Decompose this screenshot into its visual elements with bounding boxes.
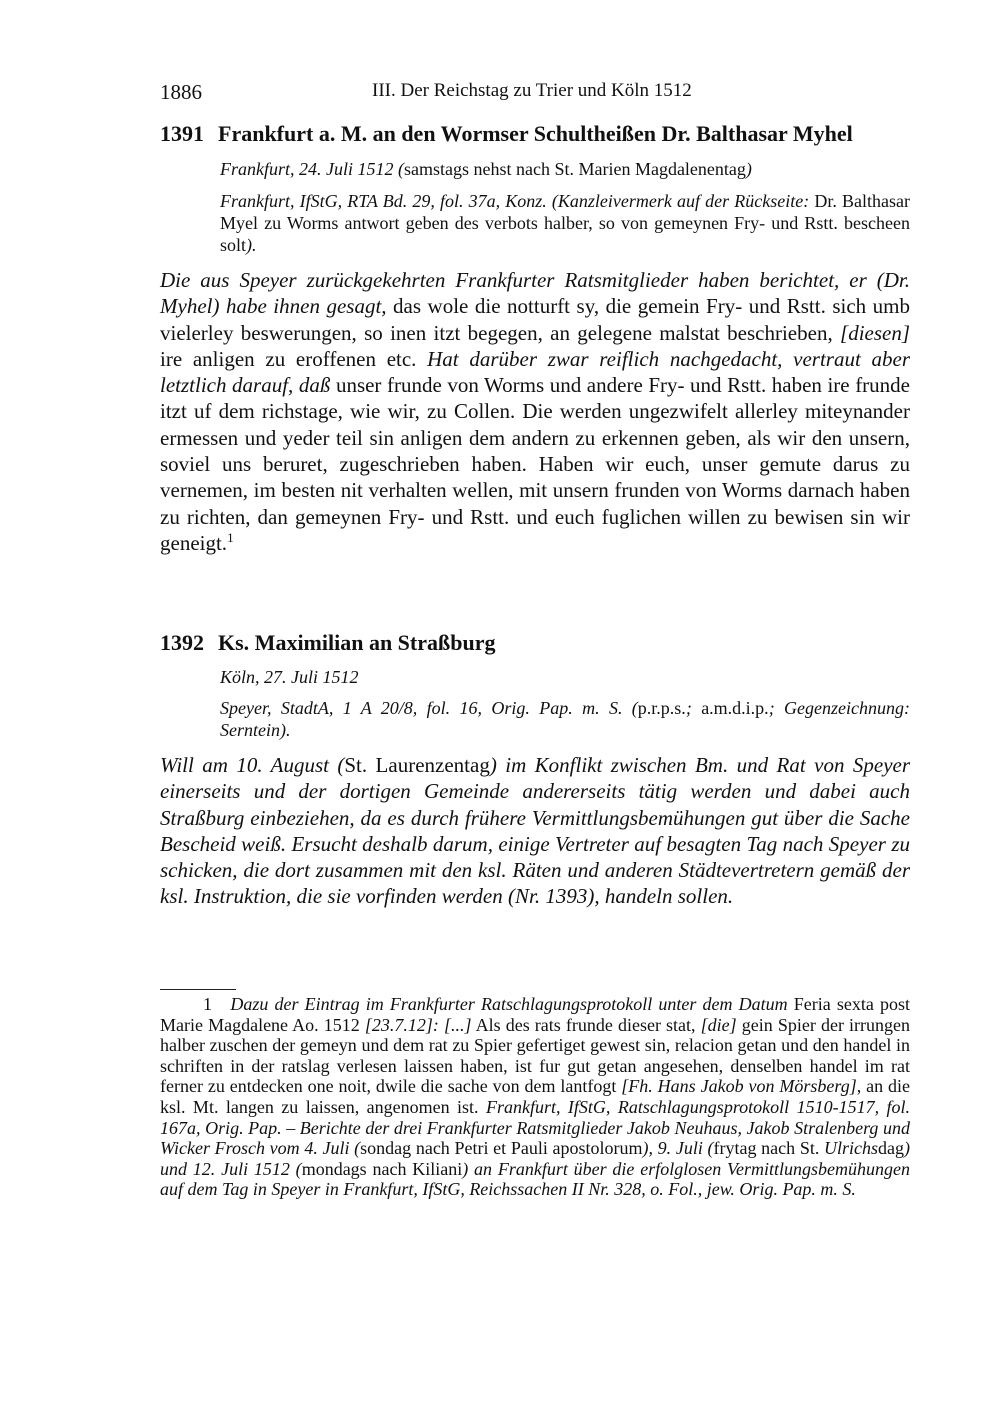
doc-1392-source: Speyer, StadtA, 1 A 20/8, fol. 16, Orig. Pap. m. S. (p.r.p.s.; a.m.d.i.p.; Gegenzeichnung: Serntein). [220,698,910,740]
doc-1391-title: Frankfurt a. M. an den Wormser Schultheißen Dr. Balthasar Myhel [218,121,853,146]
doc-1392-number: 1392 [160,630,204,655]
doc-1391-date: Frankfurt, 24. Juli 1512 (samstags nehst nach St. Marien Magdalenentag) [220,159,752,179]
footnote-1: 1 Dazu der Eintrag im Frankfurter Ratschlagungsprotokoll unter dem Datum Feria sexta post Marie Magdalene Ao. 1512 [23.7.12]: [...] Als des rats frunde dieser stat, [die] gein Spier der irrungen halber zuschen der gemeyn und dem rat zu Spier gefertiget gewest sin, relacion getan und den handel in schriften in der ratslag verlesen laissen haben, ist fur gut getan angesehen, denselben handel im rat ferner zu entdecken one noit, dwile die sache von dem lantfogt [Fh. Hans Jakob von Mörsberg], an die ksl. Mt. langen zu laissen, angenomen ist. Frankfurt, IfStG, Ratschlagungsprotokoll 1510-1517, fol. 167a, Orig. Pap. – Berichte der drei Frankfurter Ratsmitglieder Jakob Neuhaus, Jakob Stralenberg und Wicker Frosch vom 4. Juli (sondag nach Petri et Pauli apostolorum), 9. Juli (frytag nach St. Ulrichsdag) und 12. Juli 1512 (mondags nach Kiliani) an Frankfurt über die erfolglosen Vermittlungsbemühungen auf dem Tag in Speyer in Frankfurt, IfStG, Reichssachen II Nr. 328, o. Fol., jew. Orig. Pap. m. S. [160,994,911,1200]
page-number: 1886 [160,80,202,104]
doc-1392-date: Köln, 27. Juli 1512 [220,667,359,687]
doc-1392-title: Ks. Maximilian an Straßburg [218,630,496,655]
doc-1391-source: Frankfurt, IfStG, RTA Bd. 29, fol. 37a, Konz. (Kanzleivermerk auf der Rückseite: Dr. Balthasar Myel zu Worms antwort geben des verbots halber, so von gemeynen Fry- und Rstt. bescheen solt). [220,191,911,255]
footnote-rule [160,989,236,990]
doc-1391-heading [160,121,910,147]
doc-1392-heading [160,630,910,656]
footnote-ref[interactable]: 1 [227,529,234,545]
footnote-mark: 1 [203,994,212,1014]
doc-1391-body: Die aus Speyer zurückgekehrten Frankfurter Ratsmitglieder haben berichtet, er (Dr. Myhel) habe ihnen gesagt, das wole die notturft sy, die gemein Fry- und Rstt. sich umb vielerley beswerungen, so inen itzt begegen, an gelegene malstat beschrieben, [diesen] ire anligen zu eroffenen etc. Hat darüber zwar reiflich nachgedacht, vertraut aber letztlich darauf, daß unser frunde von Worms und andere Fry- und Rstt. haben ire frunde itzt uf dem richstage, wie wir, zu Collen. Die werden ungezwifelt allerley miteynander ermessen und yeder teil sin anligen dem andern zu erkennen geben, als wir den unsern, soviel uns beruret, zugeschrieben haben. Haben wir euch, unser gemute darus zu vernemen, im besten nit verhalten wellen, mit unsern frunden von Worms darnach haben zu richten, dan gemeynen Fry- und Rstt. und euch fuglichen willen zu bewisen sin wir geneigt.$^1$ [160,268,911,555]
doc-1392-body: Will am 10. August (St. Laurenzentag) im Konflikt zwischen Bm. und Rat von Speyer einerseits und der dortigen Gemeinde andererseits tätig werden und dabei auch Straßburg einbeziehen, da es durch frühere Vermittlungsbemühungen gut über die Sache Bescheid weiß. Ersucht deshalb darum, einige Vertreter auf besagten Tag nach Speyer zu schicken, die dort zusammen mit den ksl. Räten und anderen Städtevertretern gemäß der ksl. Instruktion, die sie vorfinden werden (Nr. 1393), handeln sollen. [160,753,911,909]
running-title: III. Der Reichstag zu Trier und Köln 1512 [372,80,692,101]
doc-1391-number: 1391 [160,121,204,146]
running-head [160,80,910,110]
